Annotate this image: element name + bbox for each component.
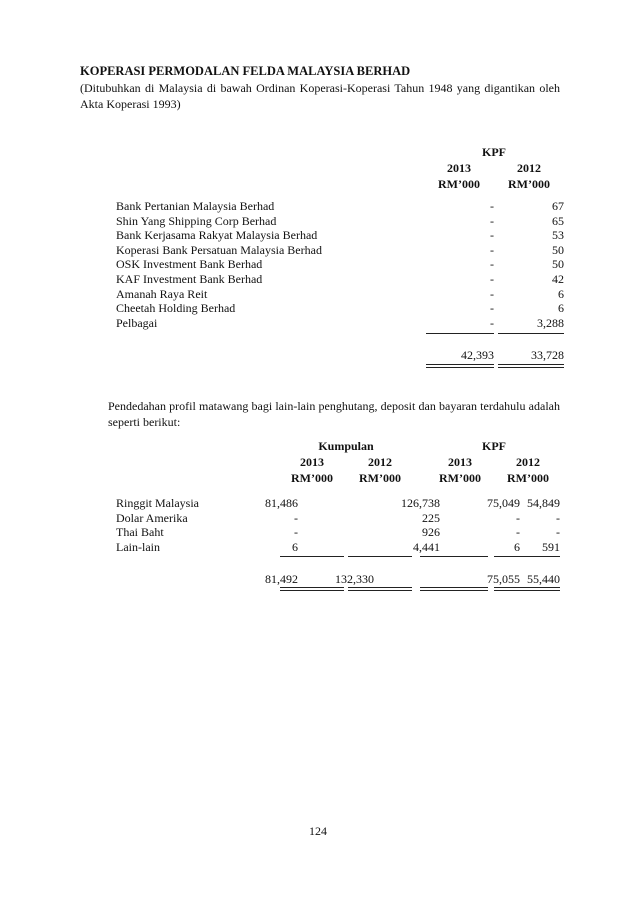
- table1-unit-2012: RM’000: [508, 177, 550, 191]
- table2-unit-a2: RM’000: [359, 471, 401, 485]
- table1-header: [424, 144, 564, 192]
- value-2012: 65: [552, 213, 564, 228]
- row-label: OSK Investment Bank Berhad: [116, 257, 263, 272]
- row-label: Ringgit Malaysia: [116, 496, 199, 510]
- kumpulan-2012-value: 126,738: [401, 496, 440, 510]
- table2-total-double-rule-4: [494, 587, 560, 591]
- table2-unit-b1: RM’000: [439, 471, 481, 485]
- table-row: [116, 228, 564, 243]
- value-2013: -: [490, 271, 494, 286]
- table-row: [116, 301, 564, 316]
- value-2013: -: [490, 286, 494, 301]
- kumpulan-2013-value: 6: [292, 539, 298, 554]
- kpf-2012-value: -: [556, 510, 560, 525]
- table-row: [116, 214, 564, 229]
- row-label: Bank Kerjasama Rakyat Malaysia Berhad: [116, 228, 318, 243]
- currency-profile-paragraph: Pendedahan profil matawang bagi lain-lain penghutang, deposit dan bayaran terdahulu adalah seperti berikut:: [108, 399, 560, 429]
- kpf-2013-value: 75,049: [487, 496, 520, 510]
- kpf-2012-value: -: [556, 525, 560, 540]
- total-2013: 42,393: [461, 348, 494, 362]
- value-2012: 6: [558, 301, 564, 316]
- table1-unit-2013: RM’000: [438, 177, 480, 191]
- table1-total-double-rule-2012: [498, 364, 564, 368]
- table2-total: [116, 572, 560, 587]
- value-2012: 3,288: [537, 315, 564, 330]
- value-2013: -: [490, 315, 494, 330]
- table2-col-2013-b: 2013: [448, 455, 472, 469]
- table1-body: [116, 199, 564, 330]
- table-row: [116, 272, 564, 287]
- table-row: [116, 511, 560, 526]
- value-2012: 67: [552, 199, 564, 213]
- total-kpf-2012: 55,440: [527, 572, 560, 586]
- kpf-2013-value: 6: [514, 539, 520, 554]
- row-label: Thai Baht: [116, 525, 164, 540]
- row-label: Lain-lain: [116, 539, 160, 554]
- row-label: Shin Yang Shipping Corp Berhad: [116, 213, 277, 228]
- table1-subtotal-rule-2013: [426, 333, 494, 334]
- kumpulan-2013-value: -: [294, 510, 298, 525]
- kumpulan-2013-value: 81,486: [265, 496, 298, 510]
- total-kpf-2013: 75,055: [487, 572, 520, 586]
- table-row: [116, 525, 560, 540]
- table2-total-double-rule-1: [280, 587, 344, 591]
- value-2013: -: [490, 301, 494, 316]
- total-kumpulan-2013: 81,492: [265, 572, 298, 586]
- company-title: KOPERASI PERMODALAN FELDA MALAYSIA BERHAD: [80, 64, 411, 78]
- kpf-2012-value: 591: [542, 539, 560, 554]
- table1-col-2012: 2012: [517, 161, 541, 175]
- table2-unit-a1: RM’000: [291, 471, 333, 485]
- table1-total-double-rule-2013: [426, 364, 494, 368]
- table-row: [116, 257, 564, 272]
- row-label: Dolar Amerika: [116, 510, 188, 525]
- kumpulan-2012-value: 4,441: [413, 539, 440, 554]
- table1-total: [424, 348, 564, 363]
- table2-col-2012-b: 2012: [516, 455, 540, 469]
- table2-subtotal-rule-1: [280, 556, 344, 557]
- value-2013: -: [490, 242, 494, 257]
- kumpulan-2012-value: 225: [422, 510, 440, 525]
- value-2012: 53: [552, 228, 564, 243]
- table2-subtotal-rule-3: [420, 556, 488, 557]
- table2-col-2013-a: 2013: [300, 455, 324, 469]
- value-2012: 42: [552, 271, 564, 286]
- table2-total-double-rule-3: [420, 587, 488, 591]
- value-2012: 50: [552, 242, 564, 257]
- table-row: [116, 243, 564, 258]
- value-2012: 6: [558, 286, 564, 301]
- kpf-2013-value: -: [516, 525, 520, 540]
- table-row: [116, 316, 564, 331]
- kumpulan-2013-value: -: [294, 525, 298, 540]
- table2-unit-b2: RM’000: [507, 471, 549, 485]
- value-2013: -: [490, 228, 494, 243]
- row-label: Cheetah Holding Berhad: [116, 301, 236, 316]
- kpf-2013-value: -: [516, 510, 520, 525]
- total-2012: 33,728: [531, 348, 564, 362]
- kpf-2012-value: 54,849: [527, 496, 560, 510]
- row-label: Koperasi Bank Persatuan Malaysia Berhad: [116, 242, 322, 257]
- table2-group-kpf: KPF: [482, 439, 506, 453]
- company-subtitle: (Ditubuhkan di Malaysia di bawah Ordinan Koperasi-Koperasi Tahun 1948 yang digantikan oleh Akta Koperasi 1993): [80, 81, 560, 111]
- table2-subtotal-rule-4: [494, 556, 560, 557]
- row-label: KAF Investment Bank Berhad: [116, 271, 263, 286]
- kumpulan-2012-value: 926: [422, 525, 440, 540]
- table2-header: [278, 438, 562, 486]
- page-number: 124: [309, 824, 327, 838]
- table2-subtotal-rule-2: [348, 556, 412, 557]
- table1-subtotal-rule-2012: [498, 333, 564, 334]
- table-row: [116, 199, 564, 214]
- table1-group-label: KPF: [482, 145, 506, 159]
- table-row: [116, 287, 564, 302]
- total-kumpulan-2012: 132,330: [335, 572, 374, 586]
- value-2013: -: [490, 199, 494, 213]
- row-label: Bank Pertanian Malaysia Berhad: [116, 199, 275, 213]
- table2-group-kumpulan: Kumpulan: [318, 439, 374, 453]
- table-row: [116, 540, 560, 555]
- value-2013: -: [490, 257, 494, 272]
- table1-col-2013: 2013: [447, 161, 471, 175]
- value-2012: 50: [552, 257, 564, 272]
- table-row: [116, 496, 560, 511]
- row-label: Amanah Raya Reit: [116, 286, 208, 301]
- value-2013: -: [490, 213, 494, 228]
- table2-col-2012-a: 2012: [368, 455, 392, 469]
- table2-total-double-rule-2: [348, 587, 412, 591]
- table2-body: [116, 496, 560, 554]
- row-label: Pelbagai: [116, 315, 158, 330]
